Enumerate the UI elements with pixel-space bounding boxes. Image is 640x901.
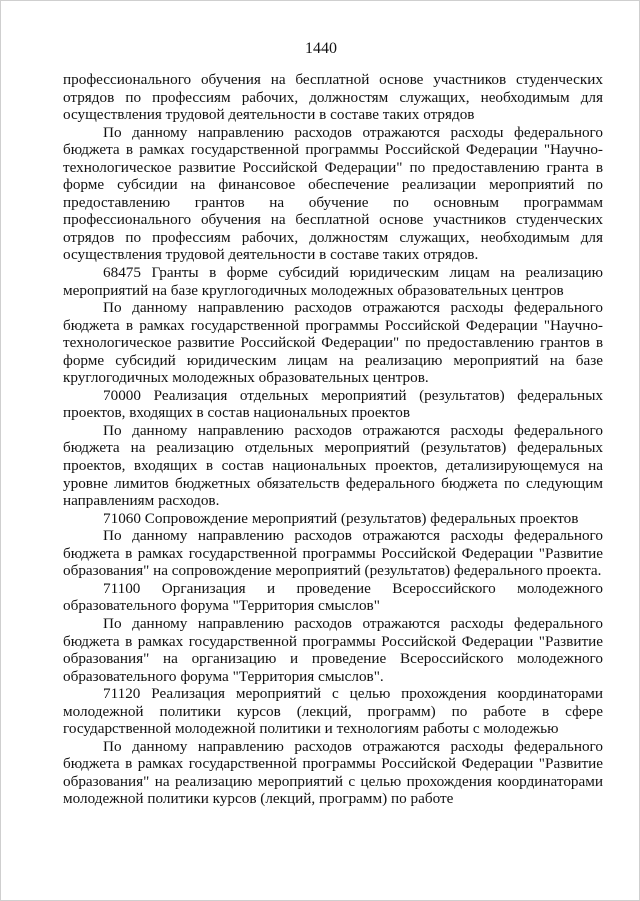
paragraph: По данному направлению расходов отражаются расходы федерального бюджета в рамках государственной программы Российской Федерации "Развитие образования" на реализацию мероприятий с целью прохождения координаторами молодежной политики курсов (лекций, программ) по работе xyxy=(63,737,603,808)
section-heading: 70000 Реализация отдельных мероприятий (результатов) федеральных проектов, входящих в состав национальных проектов xyxy=(63,386,603,422)
section-heading: 71100 Организация и проведение Всероссийского молодежного образовательного форума "Территория смыслов" xyxy=(63,579,603,615)
document-body xyxy=(63,71,603,808)
paragraph: По данному направлению расходов отражаются расходы федерального бюджета на реализацию отдельных мероприятий (результатов) федеральных проектов, входящих в состав национальных проектов, детализирующемуся на уровне лимитов бюджетных обязательств федерального бюджета по следующим направлениям расходов. xyxy=(63,421,603,510)
section-heading: 71120 Реализация мероприятий с целью прохождения координаторами молодежной политики курсов (лекций, программ) по работе в сфере государственной молодежной политики и технологиям работы с молодежью xyxy=(63,685,603,738)
paragraph: По данному направлению расходов отражаются расходы федерального бюджета в рамках государственной программы Российской Федерации "Научно-технологическое развитие Российской Федерации" по предоставлению грантов в форме субсидий юридическим лицам на реализацию мероприятий на базе круглогодичных молодежных образовательных центров. xyxy=(63,299,603,387)
section-heading: 71060 Сопровождение мероприятий (результатов) федеральных проектов xyxy=(103,509,579,527)
section-heading: 68475 Гранты в форме субсидий юридическим лицам на реализацию мероприятий на базе круглогодичных молодежных образовательных центров xyxy=(63,264,603,299)
paragraph: По данному направлению расходов отражаются расходы федерального бюджета в рамках государственной программы Российской Федерации "Научно-технологическое развитие Российской Федерации" по предоставлению гранта в форме субсидии на финансовое обеспечение реализации мероприятий по предоставлению грантов на обучение по основным программам профессионального обучения на бесплатной основе участников студенческих отрядов по профессиям рабочих, должностям служащих, необходимым для осуществления трудовой деятельности в составе таких отрядов. xyxy=(63,123,603,264)
paragraph-continuation: профессионального обучения на бесплатной основе участников студенческих отрядов по профессиям рабочих, должностям служащих, необходимым для осуществления трудовой деятельности в составе таких отрядов xyxy=(63,71,603,124)
paragraph: По данному направлению расходов отражаются расходы федерального бюджета в рамках государственной программы Российской Федерации "Развитие образования" на сопровождение мероприятий (результатов) федерального проекта. xyxy=(63,527,603,580)
paragraph: По данному направлению расходов отражаются расходы федерального бюджета в рамках государственной программы Российской Федерации "Развитие образования" на организацию и проведение Всероссийского молодежного образовательного форума "Территория смыслов". xyxy=(63,614,603,685)
page-number: 1440 xyxy=(305,40,337,57)
